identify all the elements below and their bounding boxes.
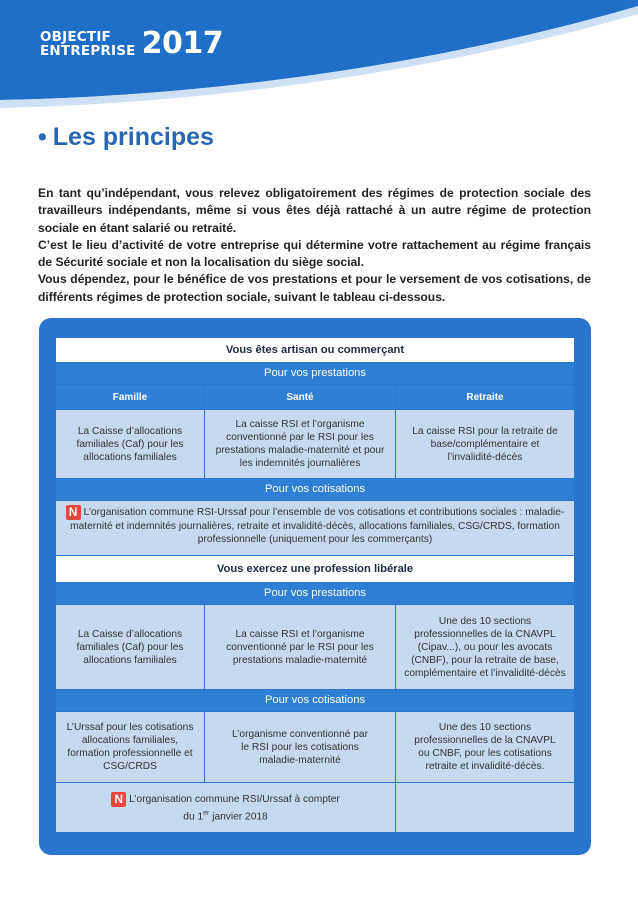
artisan-title: Vous êtes artisan ou commerçant — [56, 338, 574, 362]
artisan-cotisations-header: Pour vos cotisations — [56, 479, 574, 500]
liberal-commune-text-b: du 1 — [183, 811, 204, 823]
artisan-retraite-cell: La caisse RSI pour la retraite de base/complémentaire et l’invalidité-décès — [396, 410, 574, 478]
brand-logo — [40, 26, 223, 61]
artisan-famille-cell: La Caisse d’allocations familiales (Caf) pour les allocations familiales — [56, 410, 204, 478]
ordinal-suffix: er — [203, 809, 210, 817]
title-text: Les principes — [52, 123, 214, 151]
intro-paragraph-2: C’est le lieu d’activité de votre entreprise qui détermine votre rattachement au régime français de Sécurité sociale et non la localisation du siège social. — [38, 237, 591, 270]
liberal-prestations-header: Pour vos prestations — [56, 583, 574, 604]
liberal-title: Vous exercez une profession libérale — [56, 556, 574, 582]
liberal-cotisations-header: Pour vos cotisations — [56, 690, 574, 711]
liberal-commune-line-2 — [183, 807, 267, 823]
col-famille-header: Famille — [56, 385, 204, 409]
liberal-commune-text-c: janvier 2018 — [209, 811, 268, 823]
liberal-commune-cell — [56, 783, 395, 832]
liberal-retraite-cell: Une des 10 sections professionnelles de la CNAVPL (Cipav...), ou pour les avocats (CNBF), pour la retraite de base, complémentaire et l’invalidité-décès — [396, 605, 574, 689]
artisan-cotisations-text: L’organisation commune RSI-Urssaf pour l’ensemble de vos cotisations et contributions sociales : maladie-maternité et indemnités journalières, retraite et invalidité-décès, allocations familiales, CSG/CRDS, formation professionnelle (uniquement pour les commerçants) — [70, 507, 565, 545]
intro-paragraph-1: En tant qu’indépendant, vous relevez obligatoirement des régimes de protection sociale des travailleurs indépendants, même si vous êtes déjà rattaché à un autre régime de protection sociale en étant salarié ou retraité. — [38, 186, 591, 235]
artisan-prestations-header: Pour vos prestations — [56, 363, 574, 384]
logo-line-1: OBJECTIF — [40, 28, 111, 45]
liberal-empty-cell — [396, 783, 574, 832]
section-title — [38, 123, 214, 152]
new-badge-icon: N — [66, 505, 81, 520]
liberal-sante-cell: La caisse RSI et l’organisme conventionné par le RSI pour les prestations maladie-maternité — [205, 605, 395, 689]
logo-year: 2017 — [141, 26, 224, 61]
liberal-cot-famille-cell: L’Urssaf pour les cotisations allocations familiales, formation professionnelle et CSG/CRDS — [56, 712, 204, 782]
liberal-commune-line-1 — [111, 792, 340, 807]
col-sante-header: Santé — [205, 385, 395, 409]
liberal-commune-text-a: L’organisation commune RSI/Urssaf à compter — [129, 793, 340, 805]
liberal-cot-sante-cell: L’organisme conventionné par le RSI pour les cotisations maladie-maternité — [205, 712, 395, 782]
liberal-cot-retraite-cell: Une des 10 sections professionnelles de la CNAVPL ou CNBF, pour les cotisations retraite et invalidité-décès. — [396, 712, 574, 782]
intro-paragraph-3: Vous dépendez, pour le bénéfice de vos prestations et pour le versement de vos cotisations, de différents régimes de protection sociale, suivant le tableau ci-dessous. — [38, 272, 591, 304]
intro-text — [38, 185, 591, 306]
new-badge-icon: N — [111, 792, 126, 807]
artisan-sante-cell: La caisse RSI et l’organisme conventionné par le RSI pour les prestations maladie-maternité et pour les indemnités journalières — [205, 410, 395, 478]
title-bullet: • — [38, 123, 47, 151]
header-band — [0, 0, 638, 115]
liberal-famille-cell: La Caisse d’allocations familiales (Caf) pour les allocations familiales — [56, 605, 204, 689]
logo-line-2: ENTREPRISE — [40, 42, 136, 59]
artisan-cotisations-cell — [56, 501, 574, 555]
logo-words — [40, 30, 136, 58]
col-retraite-header: Retraite — [396, 385, 574, 409]
